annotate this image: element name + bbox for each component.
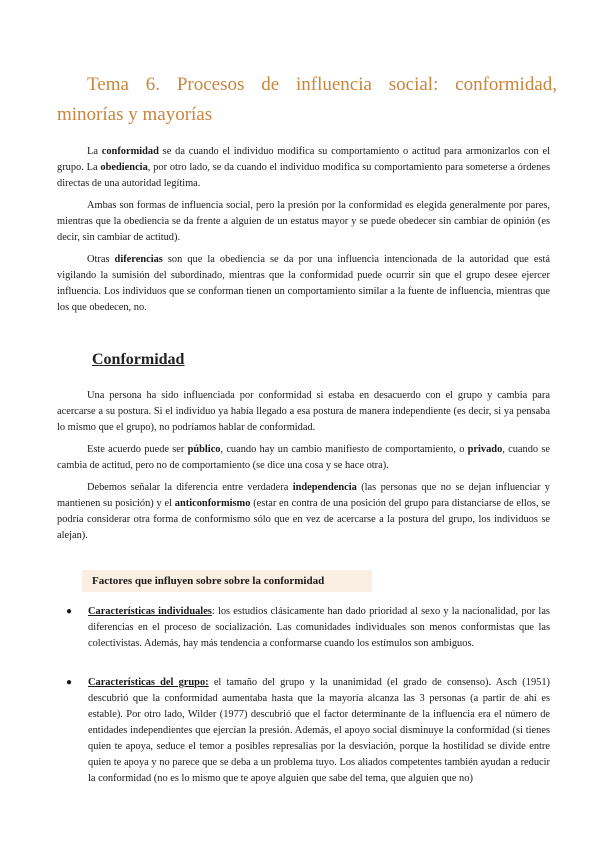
bullet-dot-icon: ●: [66, 677, 73, 688]
bullet-dot-icon: ●: [66, 606, 73, 617]
bullet-item-individual: [66, 604, 550, 652]
title-line-2: minorías y mayorías: [57, 104, 213, 125]
term-diferencias: diferencias: [114, 254, 163, 265]
term-independencia: independencia: [292, 482, 357, 493]
conformidad-paragraph-1: Una persona ha sido influenciada por conformidad si estaba en desacuerdo con el grupo y cambia para acercarse a su postura. Si el individuo ya había llegado a esa postura de manera independiente (es decir, si ya pensaba lo mismo que el grupo), no podríamos hablar de conformidad.: [57, 390, 550, 433]
intro-paragraph-3: Otras diferencias son que la obediencia se da por una influencia intencionada de la autoridad que está vigilando la sumisión del subordinado, mientras que la conformidad puede ocurrir sin que el grupo desee ejercer influencia. Los individuos que se conforman tienen un comportamiento similar a la fuente de influencia, mientras que los que obedecen, no.: [57, 254, 550, 313]
section-heading-conformidad: Conformidad: [92, 351, 185, 368]
conformidad-paragraph-3: Debemos señalar la diferencia entre verdadera independencia (las personas que no se dejan influenciar y mantienen su posición) y el anticonformismo (estar en contra de una posición del grupo para distanciarse de ellos, se podría considerar otra forma de conformismo sólo que en vez de acercarse a la postura del grupo, los individuos se alejan).: [57, 482, 550, 541]
term-privado: privado: [467, 444, 503, 455]
bullet-item-group: [66, 675, 550, 787]
bullet-text: : los estudios clásicamente han dado prioridad al sexo y la nacionalidad, por las diferencias en el proceso de socialización. Las comunidades individuales son menos conformistas que las colectivistas. Además, hay más tendencia a conformarse cuando los estímulos son ambiguos.: [88, 606, 550, 649]
page-title: [57, 70, 557, 130]
intro-paragraph-2: Ambas son formas de influencia social, pero la presión por la conformidad es elegida generalmente por pares, mientras que la obediencia se da frente a alguien de un estatus mayor y se puede obedecer sin cambiar de opinión (es decir, sin cambiar de actitud).: [57, 200, 550, 243]
title-line-1: Tema 6. Procesos de influencia social: conformidad,: [87, 74, 557, 95]
bullet-text: el tamaño del grupo y la unanimidad (el grado de consenso). Asch (1951) descubrió que la conformidad aumentaba hasta que la mayoría alcanza las 3 personas (a partir de ahí es estable). Por otro lado, Wilder (1977) descubrió que el factor determinante de la influencia era el número de entidades independientes que ejercían la presión. Además, el apoyo social disminuye la conformidad (si tienes quien te apoya, seduce el temor a posibles represalias por la desviación, porque la hostilidad se divide entre quien te apoya y no parece que se deba a un problema tuyo. Los aliados competentes también ayudan a reducir la conformidad (no es lo mismo que te apoye alguien que sabe del tema, que alguien que no): [88, 677, 550, 784]
conformidad-paragraph-2: Este acuerdo puede ser público, cuando hay un cambio manifiesto de comportamiento, o privado, cuando se cambia de actitud, pero no de comportamiento (se dice una cosa y se hace otra).: [57, 444, 550, 471]
bullet-label: Características del grupo:: [88, 677, 209, 688]
term-anticonformismo: anticonformismo: [174, 498, 251, 509]
bullet-label: Características individuales: [88, 606, 212, 617]
term-obediencia: obediencia: [100, 162, 148, 173]
term-publico: público: [187, 444, 221, 455]
factors-heading: Factores que influyen sobre sobre la conformidad: [82, 570, 372, 592]
term-conformidad: conformidad: [101, 146, 159, 157]
intro-paragraph-1: La conformidad se da cuando el individuo modifica su comportamiento o actitud para armonizarlos con el grupo. La obediencia, por otro lado, se da cuando el individuo modifica su comportamiento para someterse a órdenes directas de una autoridad legítima.: [57, 146, 550, 189]
